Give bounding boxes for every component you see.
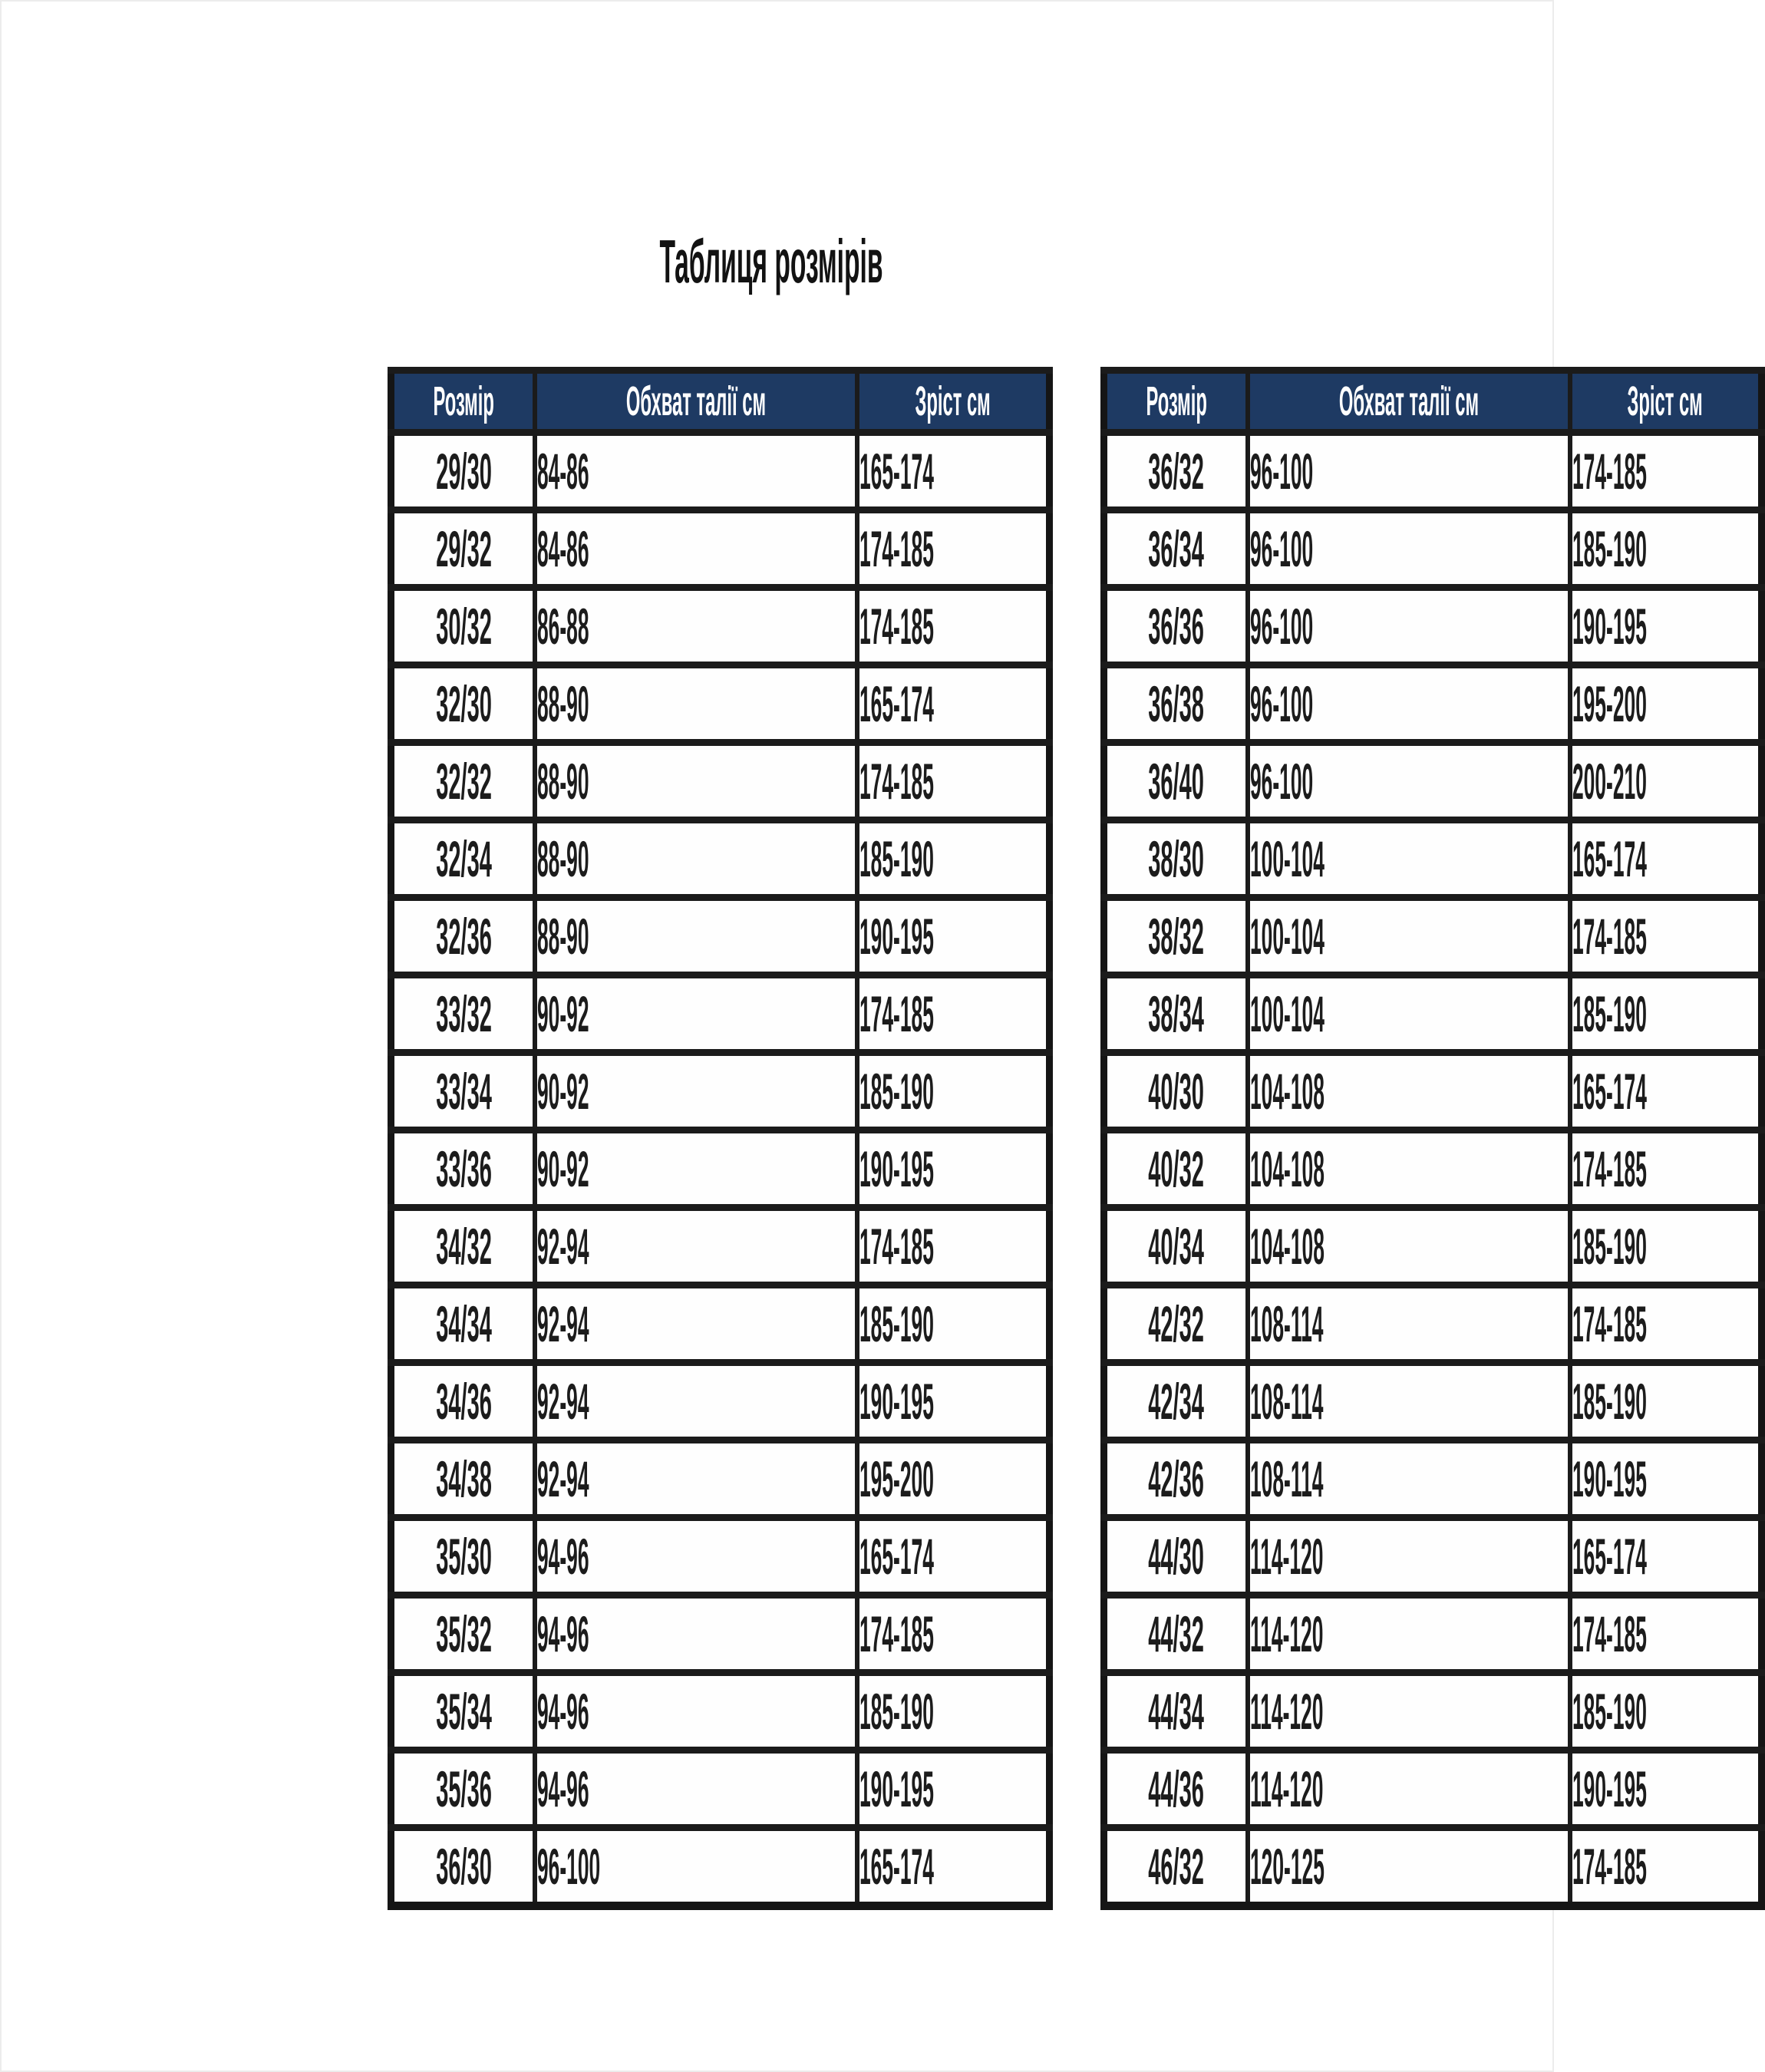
height-cell bbox=[1570, 1440, 1762, 1518]
table-row bbox=[1104, 1828, 1762, 1906]
table-header-right bbox=[1104, 371, 1762, 433]
table-row bbox=[1104, 1518, 1762, 1595]
table-row bbox=[1104, 1673, 1762, 1750]
size-value: 35/34 bbox=[435, 1683, 492, 1740]
size-value: 44/30 bbox=[1148, 1528, 1205, 1585]
table-row bbox=[391, 665, 1050, 743]
waist-value: 100-104 bbox=[1249, 830, 1325, 887]
height-cell bbox=[857, 1285, 1049, 1363]
waist-cell bbox=[1248, 1750, 1570, 1828]
waist-value: 90-92 bbox=[537, 985, 589, 1042]
size-cell bbox=[1104, 1130, 1248, 1208]
table-row bbox=[1104, 820, 1762, 898]
column-header-size bbox=[391, 371, 536, 433]
size-cell bbox=[391, 1130, 536, 1208]
table-row bbox=[391, 433, 1050, 510]
waist-cell bbox=[535, 1053, 857, 1130]
waist-value: 96-100 bbox=[1249, 598, 1314, 655]
waist-value: 92-94 bbox=[537, 1295, 589, 1352]
waist-cell bbox=[535, 820, 857, 898]
page-title bbox=[505, 227, 1037, 296]
table-row bbox=[391, 898, 1050, 975]
height-cell bbox=[857, 1828, 1049, 1906]
table-row bbox=[391, 820, 1050, 898]
table-header-left bbox=[391, 371, 1050, 433]
waist-value: 100-104 bbox=[1249, 985, 1325, 1042]
table-row bbox=[391, 1828, 1050, 1906]
size-cell bbox=[1104, 510, 1248, 588]
size-value: 32/36 bbox=[435, 908, 492, 965]
waist-value: 86-88 bbox=[537, 598, 589, 655]
height-cell bbox=[857, 1053, 1049, 1130]
height-value: 195-200 bbox=[1572, 675, 1647, 732]
size-cell bbox=[391, 1828, 536, 1906]
table-row bbox=[1104, 743, 1762, 820]
size-cell bbox=[1104, 743, 1248, 820]
size-cell bbox=[1104, 588, 1248, 665]
waist-cell bbox=[535, 1595, 857, 1673]
height-cell bbox=[1570, 510, 1762, 588]
waist-cell bbox=[535, 665, 857, 743]
height-value: 190-195 bbox=[859, 1760, 935, 1817]
size-cell bbox=[1104, 1363, 1248, 1440]
size-value: 42/34 bbox=[1148, 1373, 1205, 1430]
height-value: 174-185 bbox=[1572, 1140, 1647, 1197]
size-value: 33/34 bbox=[435, 1063, 492, 1120]
size-value: 33/32 bbox=[435, 985, 492, 1042]
table-row bbox=[391, 1053, 1050, 1130]
height-cell bbox=[857, 898, 1049, 975]
size-cell bbox=[1104, 1673, 1248, 1750]
height-value: 200-210 bbox=[1572, 753, 1647, 810]
height-value: 185-190 bbox=[859, 1295, 935, 1352]
size-value: 34/36 bbox=[435, 1373, 492, 1430]
waist-value: 94-96 bbox=[537, 1605, 589, 1662]
waist-value: 94-96 bbox=[537, 1528, 589, 1585]
height-value: 185-190 bbox=[859, 1683, 935, 1740]
header-row bbox=[391, 371, 1050, 433]
waist-cell bbox=[535, 1285, 857, 1363]
waist-cell bbox=[1248, 1673, 1570, 1750]
size-cell bbox=[391, 665, 536, 743]
size-cell bbox=[1104, 820, 1248, 898]
height-value: 174-185 bbox=[1572, 1295, 1647, 1352]
size-value: 36/40 bbox=[1148, 753, 1205, 810]
waist-cell bbox=[535, 898, 857, 975]
size-value: 34/34 bbox=[435, 1295, 492, 1352]
waist-cell bbox=[535, 1440, 857, 1518]
waist-cell bbox=[535, 1208, 857, 1285]
height-cell bbox=[1570, 743, 1762, 820]
header-row bbox=[1104, 371, 1762, 433]
waist-value: 114-120 bbox=[1249, 1605, 1324, 1662]
height-cell bbox=[1570, 433, 1762, 510]
height-value: 190-195 bbox=[1572, 1760, 1647, 1817]
size-value: 46/32 bbox=[1148, 1838, 1205, 1895]
table-row bbox=[391, 1750, 1050, 1828]
size-cell bbox=[391, 1208, 536, 1285]
height-value: 174-185 bbox=[1572, 1838, 1647, 1895]
height-value: 174-185 bbox=[859, 598, 935, 655]
waist-value: 104-108 bbox=[1249, 1063, 1325, 1120]
height-cell bbox=[1570, 898, 1762, 975]
height-cell bbox=[1570, 1595, 1762, 1673]
waist-value: 88-90 bbox=[537, 675, 589, 732]
waist-cell bbox=[1248, 1363, 1570, 1440]
size-value: 38/32 bbox=[1148, 908, 1205, 965]
size-cell bbox=[391, 1285, 536, 1363]
height-value: 190-195 bbox=[859, 1373, 935, 1430]
height-cell bbox=[857, 665, 1049, 743]
size-cell bbox=[391, 975, 536, 1053]
waist-value: 90-92 bbox=[537, 1140, 589, 1197]
size-value: 42/32 bbox=[1148, 1295, 1205, 1352]
height-value: 174-185 bbox=[1572, 908, 1647, 965]
table-row bbox=[391, 1285, 1050, 1363]
height-value: 185-190 bbox=[1572, 520, 1647, 577]
table-row bbox=[1104, 1208, 1762, 1285]
waist-value: 108-114 bbox=[1249, 1295, 1324, 1352]
column-header-waist-label: Обхват талії см bbox=[1338, 378, 1480, 424]
size-table-right bbox=[1100, 367, 1765, 1910]
table-row bbox=[1104, 1363, 1762, 1440]
waist-value: 100-104 bbox=[1249, 908, 1325, 965]
table-row bbox=[1104, 898, 1762, 975]
height-value: 190-195 bbox=[859, 1140, 935, 1197]
waist-cell bbox=[1248, 1828, 1570, 1906]
height-cell bbox=[857, 1363, 1049, 1440]
height-value: 195-200 bbox=[859, 1450, 935, 1507]
height-cell bbox=[857, 433, 1049, 510]
waist-value: 92-94 bbox=[537, 1218, 589, 1275]
height-cell bbox=[857, 743, 1049, 820]
height-value: 185-190 bbox=[859, 1063, 935, 1120]
size-value: 34/32 bbox=[435, 1218, 492, 1275]
size-cell bbox=[1104, 1750, 1248, 1828]
waist-value: 108-114 bbox=[1249, 1450, 1324, 1507]
height-cell bbox=[857, 1750, 1049, 1828]
height-cell bbox=[1570, 1673, 1762, 1750]
height-cell bbox=[1570, 588, 1762, 665]
height-value: 174-185 bbox=[1572, 1605, 1647, 1662]
size-value: 32/32 bbox=[435, 753, 492, 810]
size-value: 34/38 bbox=[435, 1450, 492, 1507]
size-value: 35/32 bbox=[435, 1605, 492, 1662]
column-header-size-label: Розмір bbox=[1146, 378, 1207, 424]
waist-value: 94-96 bbox=[537, 1760, 589, 1817]
table-row bbox=[391, 1208, 1050, 1285]
table-row bbox=[391, 743, 1050, 820]
waist-value: 88-90 bbox=[537, 908, 589, 965]
waist-cell bbox=[1248, 1053, 1570, 1130]
waist-cell bbox=[1248, 898, 1570, 975]
height-value: 185-190 bbox=[1572, 1683, 1647, 1740]
waist-value: 114-120 bbox=[1249, 1683, 1324, 1740]
size-value: 32/30 bbox=[435, 675, 492, 732]
waist-cell bbox=[1248, 1440, 1570, 1518]
height-cell bbox=[1570, 1750, 1762, 1828]
column-header-size-label: Розмір bbox=[433, 378, 494, 424]
column-header-waist bbox=[535, 371, 857, 433]
size-value: 33/36 bbox=[435, 1140, 492, 1197]
size-cell bbox=[391, 1673, 536, 1750]
height-cell bbox=[1570, 820, 1762, 898]
table-row bbox=[391, 510, 1050, 588]
waist-value: 114-120 bbox=[1249, 1760, 1324, 1817]
waist-value: 96-100 bbox=[1249, 443, 1314, 500]
table-row bbox=[391, 588, 1050, 665]
height-value: 174-185 bbox=[859, 985, 935, 1042]
size-cell bbox=[391, 588, 536, 665]
column-header-height bbox=[857, 371, 1049, 433]
waist-value: 92-94 bbox=[537, 1450, 589, 1507]
size-cell bbox=[391, 743, 536, 820]
size-cell bbox=[1104, 1595, 1248, 1673]
size-value: 32/34 bbox=[435, 830, 492, 887]
height-cell bbox=[857, 510, 1049, 588]
size-cell bbox=[1104, 975, 1248, 1053]
table-row bbox=[1104, 433, 1762, 510]
height-cell bbox=[1570, 1208, 1762, 1285]
table-row bbox=[1104, 1750, 1762, 1828]
size-value: 29/30 bbox=[435, 443, 492, 500]
height-value: 174-185 bbox=[859, 1605, 935, 1662]
table-row bbox=[1104, 588, 1762, 665]
height-cell bbox=[1570, 1828, 1762, 1906]
size-cell bbox=[391, 1750, 536, 1828]
waist-value: 114-120 bbox=[1249, 1528, 1324, 1585]
size-value: 29/32 bbox=[435, 520, 492, 577]
size-value: 40/32 bbox=[1148, 1140, 1205, 1197]
height-cell bbox=[857, 1673, 1049, 1750]
waist-cell bbox=[535, 588, 857, 665]
waist-cell bbox=[1248, 1130, 1570, 1208]
waist-cell bbox=[535, 743, 857, 820]
height-value: 165-174 bbox=[1572, 830, 1647, 887]
column-header-size bbox=[1104, 371, 1248, 433]
height-cell bbox=[1570, 1053, 1762, 1130]
waist-cell bbox=[535, 1750, 857, 1828]
waist-cell bbox=[535, 510, 857, 588]
height-value: 174-185 bbox=[859, 520, 935, 577]
size-value: 38/34 bbox=[1148, 985, 1205, 1042]
height-value: 190-195 bbox=[859, 908, 935, 965]
size-value: 38/30 bbox=[1148, 830, 1205, 887]
size-value: 30/32 bbox=[435, 598, 492, 655]
height-value: 165-174 bbox=[1572, 1528, 1647, 1585]
height-cell bbox=[1570, 1518, 1762, 1595]
table-row bbox=[391, 1518, 1050, 1595]
column-header-height-label: Зріст см bbox=[915, 378, 991, 424]
height-value: 165-174 bbox=[859, 443, 935, 500]
table-row bbox=[1104, 1440, 1762, 1518]
column-header-waist bbox=[1248, 371, 1570, 433]
table-row bbox=[1104, 1285, 1762, 1363]
size-value: 36/34 bbox=[1148, 520, 1205, 577]
size-cell bbox=[391, 433, 536, 510]
size-value: 36/36 bbox=[1148, 598, 1205, 655]
size-cell bbox=[1104, 433, 1248, 510]
table-body-left bbox=[391, 433, 1050, 1906]
size-value: 35/36 bbox=[435, 1760, 492, 1817]
size-cell bbox=[1104, 898, 1248, 975]
height-cell bbox=[857, 1518, 1049, 1595]
table-row bbox=[1104, 665, 1762, 743]
waist-value: 84-86 bbox=[537, 520, 589, 577]
size-value: 36/32 bbox=[1148, 443, 1205, 500]
height-cell bbox=[857, 1130, 1049, 1208]
size-value: 36/30 bbox=[435, 1838, 492, 1895]
height-value: 185-190 bbox=[1572, 985, 1647, 1042]
waist-cell bbox=[535, 1828, 857, 1906]
size-cell bbox=[391, 510, 536, 588]
size-value: 40/34 bbox=[1148, 1218, 1205, 1275]
size-table-left bbox=[388, 367, 1053, 1910]
size-value: 35/30 bbox=[435, 1528, 492, 1585]
waist-cell bbox=[1248, 433, 1570, 510]
waist-value: 96-100 bbox=[537, 1838, 601, 1895]
waist-cell bbox=[535, 1130, 857, 1208]
size-cell bbox=[391, 1440, 536, 1518]
height-cell bbox=[1570, 1130, 1762, 1208]
height-cell bbox=[1570, 665, 1762, 743]
table-row bbox=[1104, 1130, 1762, 1208]
waist-value: 94-96 bbox=[537, 1683, 589, 1740]
size-cell bbox=[391, 898, 536, 975]
waist-value: 104-108 bbox=[1249, 1140, 1325, 1197]
table-row bbox=[1104, 1595, 1762, 1673]
waist-cell bbox=[1248, 588, 1570, 665]
waist-value: 104-108 bbox=[1249, 1218, 1325, 1275]
height-cell bbox=[857, 1595, 1049, 1673]
page-title-text: Таблиця розмірів bbox=[659, 227, 883, 295]
waist-cell bbox=[1248, 1208, 1570, 1285]
table-body-right bbox=[1104, 433, 1762, 1906]
waist-value: 92-94 bbox=[537, 1373, 589, 1430]
table-row bbox=[391, 1363, 1050, 1440]
table-row bbox=[391, 1595, 1050, 1673]
tables-container bbox=[388, 367, 1765, 1910]
waist-cell bbox=[1248, 665, 1570, 743]
height-value: 190-195 bbox=[1572, 598, 1647, 655]
height-value: 174-185 bbox=[859, 1218, 935, 1275]
height-value: 185-190 bbox=[1572, 1218, 1647, 1275]
height-value: 165-174 bbox=[859, 675, 935, 732]
height-value: 190-195 bbox=[1572, 1450, 1647, 1507]
waist-cell bbox=[535, 433, 857, 510]
table-row bbox=[1104, 1053, 1762, 1130]
table-row bbox=[391, 1673, 1050, 1750]
height-cell bbox=[857, 588, 1049, 665]
height-cell bbox=[857, 1440, 1049, 1518]
height-value: 165-174 bbox=[859, 1528, 935, 1585]
height-cell bbox=[1570, 1363, 1762, 1440]
waist-cell bbox=[1248, 975, 1570, 1053]
waist-cell bbox=[1248, 1518, 1570, 1595]
size-value: 42/36 bbox=[1148, 1450, 1205, 1507]
waist-cell bbox=[1248, 1595, 1570, 1673]
size-cell bbox=[1104, 665, 1248, 743]
waist-value: 84-86 bbox=[537, 443, 589, 500]
size-cell bbox=[391, 1595, 536, 1673]
size-cell bbox=[391, 1518, 536, 1595]
height-value: 174-185 bbox=[1572, 443, 1647, 500]
table-row bbox=[1104, 975, 1762, 1053]
waist-cell bbox=[535, 1518, 857, 1595]
column-header-height bbox=[1570, 371, 1762, 433]
size-value: 44/34 bbox=[1148, 1683, 1205, 1740]
height-cell bbox=[1570, 1285, 1762, 1363]
height-cell bbox=[857, 975, 1049, 1053]
size-value: 44/36 bbox=[1148, 1760, 1205, 1817]
height-value: 174-185 bbox=[859, 753, 935, 810]
size-cell bbox=[1104, 1828, 1248, 1906]
table-row bbox=[391, 1130, 1050, 1208]
table-row bbox=[1104, 510, 1762, 588]
waist-cell bbox=[535, 975, 857, 1053]
waist-value: 108-114 bbox=[1249, 1373, 1324, 1430]
waist-value: 96-100 bbox=[1249, 753, 1314, 810]
size-cell bbox=[1104, 1285, 1248, 1363]
size-cell bbox=[1104, 1518, 1248, 1595]
height-cell bbox=[1570, 975, 1762, 1053]
size-cell bbox=[1104, 1440, 1248, 1518]
size-value: 36/38 bbox=[1148, 675, 1205, 732]
size-cell bbox=[391, 820, 536, 898]
waist-value: 90-92 bbox=[537, 1063, 589, 1120]
size-cell bbox=[391, 1363, 536, 1440]
height-cell bbox=[857, 1208, 1049, 1285]
waist-cell bbox=[1248, 743, 1570, 820]
waist-value: 96-100 bbox=[1249, 520, 1314, 577]
waist-cell bbox=[1248, 510, 1570, 588]
height-cell bbox=[857, 820, 1049, 898]
waist-cell bbox=[1248, 1285, 1570, 1363]
size-cell bbox=[1104, 1053, 1248, 1130]
waist-value: 96-100 bbox=[1249, 675, 1314, 732]
height-value: 165-174 bbox=[859, 1838, 935, 1895]
waist-value: 88-90 bbox=[537, 753, 589, 810]
waist-value: 88-90 bbox=[537, 830, 589, 887]
table-row bbox=[391, 1440, 1050, 1518]
height-value: 185-190 bbox=[1572, 1373, 1647, 1430]
waist-cell bbox=[535, 1363, 857, 1440]
size-cell bbox=[391, 1053, 536, 1130]
column-header-height-label: Зріст см bbox=[1627, 378, 1704, 424]
table-row bbox=[391, 975, 1050, 1053]
waist-value: 120-125 bbox=[1249, 1838, 1325, 1895]
size-value: 40/30 bbox=[1148, 1063, 1205, 1120]
size-value: 44/32 bbox=[1148, 1605, 1205, 1662]
column-header-waist-label: Обхват талії см bbox=[626, 378, 767, 424]
height-value: 185-190 bbox=[859, 830, 935, 887]
size-cell bbox=[1104, 1208, 1248, 1285]
height-value: 165-174 bbox=[1572, 1063, 1647, 1120]
waist-cell bbox=[535, 1673, 857, 1750]
waist-cell bbox=[1248, 820, 1570, 898]
